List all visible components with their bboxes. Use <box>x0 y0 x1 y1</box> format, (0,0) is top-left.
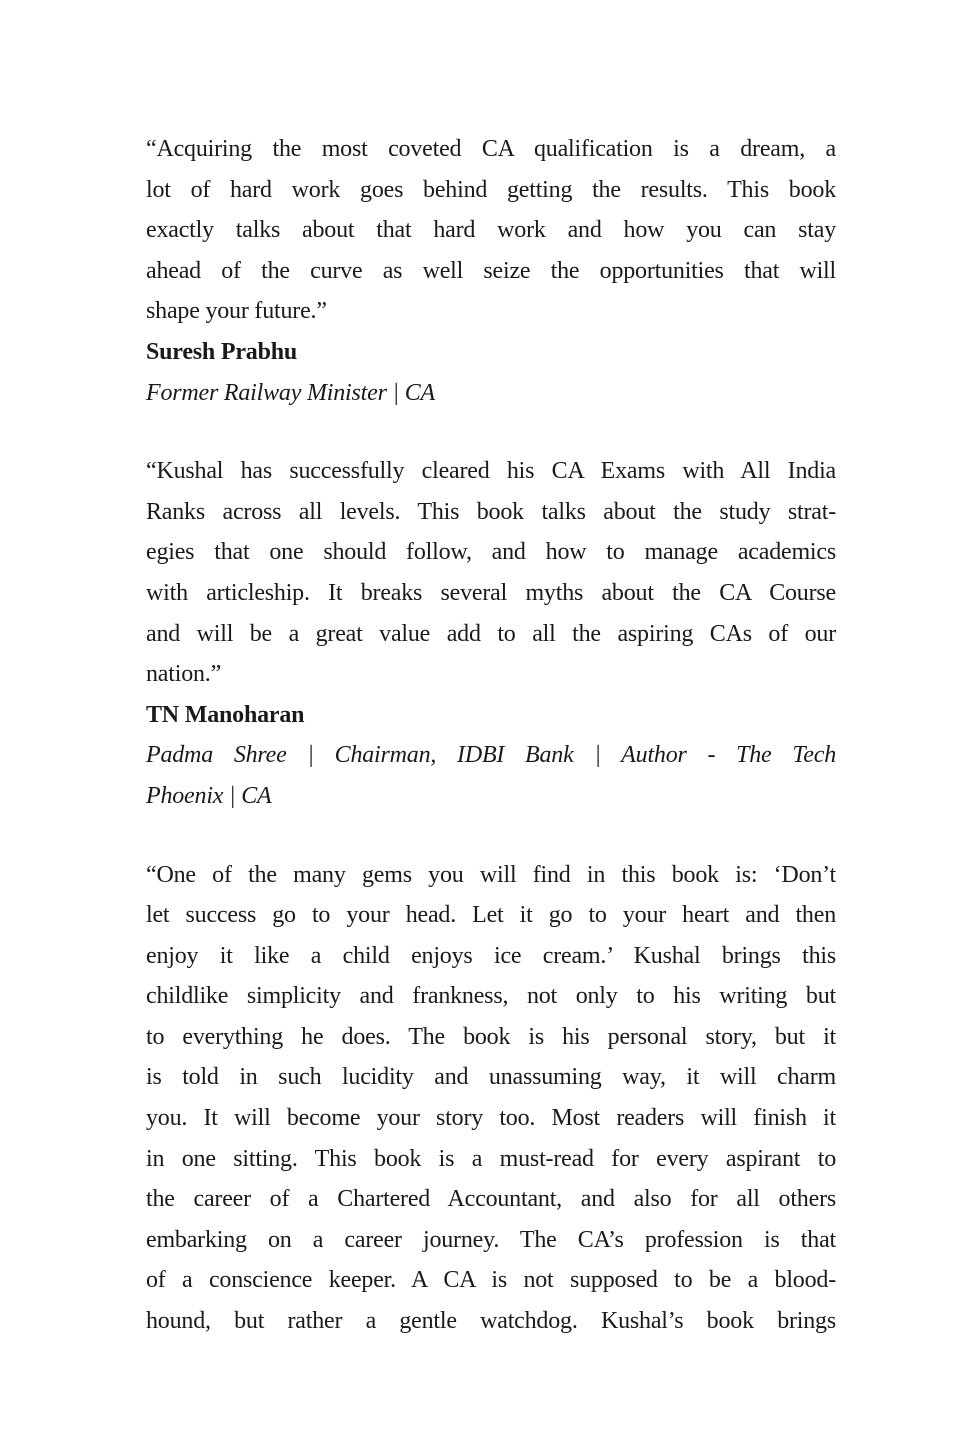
quote-line: Ranks across all levels. This book talks about the study strat- <box>146 498 836 525</box>
quote-line: with articleship. It breaks several myths about the CA Course <box>146 579 836 606</box>
quote-line: egies that one should follow, and how to manage academics <box>146 539 836 566</box>
quote-line: lot of hard work goes behind getting the results. This book <box>146 176 836 203</box>
quote-line: “Kushal has successfully cleared his CA Exams with All India <box>146 458 836 485</box>
quote-line: embarking on a career journey. The CA’s profession is that <box>146 1226 836 1253</box>
quote-line: enjoy it like a child enjoys ice cream.’ Kushal brings this <box>146 942 836 969</box>
quote-line: to everything he does. The book is his personal story, but it <box>146 1023 836 1050</box>
quote-line: of a conscience keeper. A CA is not supposed to be a blood- <box>146 1267 836 1294</box>
quote-line: is told in such lucidity and unassuming way, it will charm <box>146 1064 836 1091</box>
quote-line: in one sitting. This book is a must-read for every aspirant to <box>146 1145 836 1172</box>
quote-line: childlike simplicity and frankness, not only to his writing but <box>146 983 836 1010</box>
quote-line: “Acquiring the most coveted CA qualification is a dream, a <box>146 136 836 162</box>
author-name: TN Manoharan <box>146 701 305 728</box>
testimonial-block <box>146 855 836 1342</box>
author-role-line: Phoenix | CA <box>146 782 272 809</box>
testimonial-block <box>146 451 836 816</box>
quote-line: nation.” <box>146 661 222 688</box>
quote-line: you. It will become your story too. Most readers will finish it <box>146 1105 836 1132</box>
quote-line: “One of the many gems you will find in this book is: ‘Don’t <box>146 861 836 888</box>
quote-line: the career of a Chartered Accountant, and also for all others <box>146 1186 836 1213</box>
quote-line: and will be a great value add to all the aspiring CAs of our <box>146 620 836 647</box>
testimonial-block <box>146 129 836 413</box>
page-content <box>146 129 836 1380</box>
author-role-line: Padma Shree | Chairman, IDBI Bank | Author - The Tech <box>146 742 836 769</box>
quote-line: shape your future.” <box>146 298 327 325</box>
quote-line: exactly talks about that hard work and how you can stay <box>146 217 836 244</box>
quote-line: let success go to your head. Let it go to your heart and then <box>146 902 836 929</box>
author-role-line: Former Railway Minister | CA <box>146 379 435 406</box>
quote-line: hound, but rather a gentle watchdog. Kushal’s book brings <box>146 1308 836 1335</box>
quote-line: ahead of the curve as well seize the opportunities that will <box>146 257 836 284</box>
author-name: Suresh Prabhu <box>146 338 298 365</box>
testimonials <box>146 129 836 1342</box>
